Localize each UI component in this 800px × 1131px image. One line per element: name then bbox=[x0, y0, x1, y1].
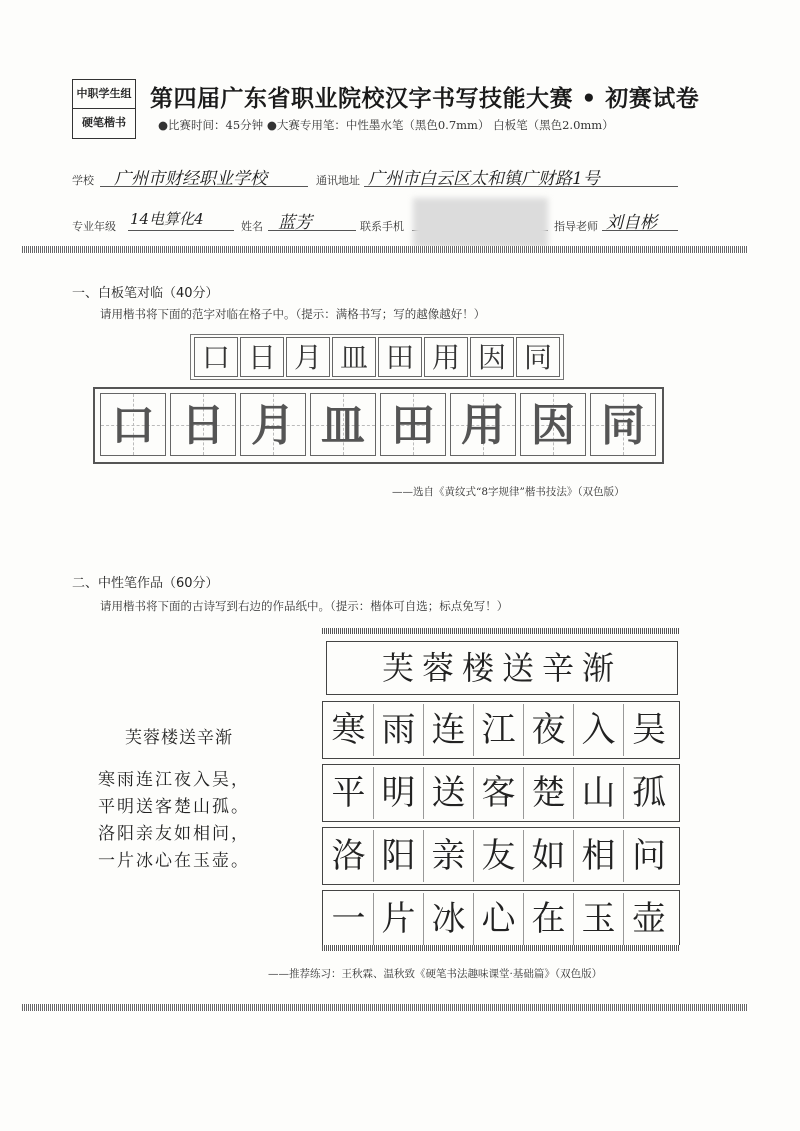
grade-label: 专业年级 bbox=[72, 220, 116, 233]
work-cell[interactable]: 友 bbox=[474, 830, 524, 882]
practice-cell[interactable]: 日 bbox=[240, 337, 284, 377]
practice-cell[interactable]: 皿 bbox=[332, 337, 376, 377]
name-value: 蓝芳 bbox=[278, 213, 312, 233]
bottom-divider bbox=[22, 1004, 748, 1011]
badge-bottom: 硬笔楷书 bbox=[82, 116, 126, 129]
work-cell[interactable]: 玉 bbox=[574, 893, 624, 945]
practice-cell[interactable]: 田 bbox=[378, 337, 422, 377]
work-cell[interactable]: 连 bbox=[424, 704, 474, 756]
practice-grid bbox=[190, 334, 564, 380]
poem-line: 寒雨连江夜入吴， bbox=[98, 770, 250, 790]
badge-top: 中职学生组 bbox=[73, 80, 135, 109]
practice-cell[interactable]: 因 bbox=[470, 337, 514, 377]
work-row bbox=[322, 764, 680, 822]
poem-line: 平明送客楚山孤。 bbox=[98, 797, 250, 817]
work-row bbox=[322, 827, 680, 885]
work-cell[interactable]: 壶 bbox=[632, 899, 666, 939]
work-cell[interactable]: 孤 bbox=[632, 773, 666, 813]
work-cell[interactable]: 明 bbox=[374, 767, 424, 819]
school-label: 学校 bbox=[72, 174, 94, 187]
address-label: 通讯地址 bbox=[316, 174, 360, 187]
work-cell[interactable]: 入 bbox=[574, 704, 624, 756]
practice-cell[interactable]: 口 bbox=[194, 337, 238, 377]
category-badge bbox=[72, 79, 136, 139]
phone-label: 联系手机 bbox=[360, 220, 404, 233]
model-cell: 田 bbox=[380, 393, 446, 456]
model-cell: 皿 bbox=[310, 393, 376, 456]
work-cell[interactable]: 相 bbox=[574, 830, 624, 882]
work-cell[interactable]: 冰 bbox=[424, 893, 474, 945]
school-value: 广州市财经职业学校 bbox=[114, 169, 267, 189]
page-title: 第四届广东省职业院校汉字书写技能大赛 • 初赛试卷 bbox=[150, 86, 700, 112]
work-paper-top-border bbox=[322, 628, 680, 634]
work-cell[interactable]: 片 bbox=[374, 893, 424, 945]
work-cell[interactable]: 雨 bbox=[374, 704, 424, 756]
work-cell[interactable]: 洛 bbox=[324, 830, 374, 882]
practice-cell[interactable]: 同 bbox=[516, 337, 560, 377]
poem-title: 芙蓉楼送辛渐 bbox=[125, 728, 233, 748]
work-cell[interactable]: 问 bbox=[632, 836, 666, 876]
grade-value: 14电算化4 bbox=[130, 210, 204, 228]
practice-cell[interactable]: 用 bbox=[424, 337, 468, 377]
school-field[interactable] bbox=[100, 164, 308, 187]
name-field[interactable] bbox=[268, 208, 356, 231]
work-cell[interactable]: 一 bbox=[324, 893, 374, 945]
work-cell[interactable]: 如 bbox=[524, 830, 574, 882]
address-value: 广州市白云区太和镇广财路1号 bbox=[368, 169, 600, 189]
work-cell[interactable]: 客 bbox=[474, 767, 524, 819]
poem-line: 一片冰心在玉壶。 bbox=[98, 851, 250, 871]
section1-heading: 一、白板笔对临（40分） bbox=[72, 286, 219, 301]
practice-cell[interactable]: 月 bbox=[286, 337, 330, 377]
model-cell: 用 bbox=[450, 393, 516, 456]
work-cell[interactable]: 寒 bbox=[324, 704, 374, 756]
page-subtitle: ●比赛时间：45分钟 ●大赛专用笔：中性墨水笔（黑色0.7mm） 白板笔（黑色2.0mm） bbox=[158, 118, 614, 132]
divider bbox=[22, 246, 748, 253]
work-cell[interactable]: 亲 bbox=[424, 830, 474, 882]
section2-instruction: 请用楷书将下面的古诗写到右边的作品纸中。（提示：楷体可自选；标点免写！） bbox=[100, 599, 509, 613]
section1-credit: ——选自《黄纹式“8字规律”楷书技法》（双色版） bbox=[392, 486, 625, 498]
address-field[interactable] bbox=[364, 164, 678, 187]
name-label: 姓名 bbox=[241, 220, 263, 233]
section1-instruction: 请用楷书将下面的范字对临在格子中。（提示：满格书写；写的越像越好！） bbox=[100, 307, 486, 321]
work-row bbox=[322, 701, 680, 759]
work-cell[interactable]: 送 bbox=[424, 767, 474, 819]
model-cell: 同 bbox=[590, 393, 656, 456]
teacher-value: 刘自彬 bbox=[606, 213, 657, 233]
redacted-phone bbox=[413, 198, 548, 248]
teacher-field[interactable] bbox=[602, 208, 678, 231]
work-cell[interactable]: 楚 bbox=[524, 767, 574, 819]
model-grid bbox=[93, 387, 664, 464]
model-cell: 日 bbox=[170, 393, 236, 456]
model-cell: 口 bbox=[100, 393, 166, 456]
model-cell: 月 bbox=[240, 393, 306, 456]
poem-line: 洛阳亲友如相问， bbox=[98, 824, 250, 844]
section2-credit: ——推荐练习：王秋霖、温秋致《硬笔书法趣味课堂·基础篇》（双色版） bbox=[268, 968, 603, 980]
grade-field[interactable] bbox=[128, 208, 234, 231]
work-cell[interactable]: 山 bbox=[574, 767, 624, 819]
work-cell[interactable]: 心 bbox=[474, 893, 524, 945]
model-cell: 因 bbox=[520, 393, 586, 456]
teacher-label: 指导老师 bbox=[554, 220, 598, 233]
section2-heading: 二、中性笔作品（60分） bbox=[72, 576, 219, 591]
work-cell[interactable]: 平 bbox=[324, 767, 374, 819]
work-cell[interactable]: 江 bbox=[474, 704, 524, 756]
work-paper-bottom-border bbox=[322, 945, 680, 951]
work-cell[interactable]: 夜 bbox=[524, 704, 574, 756]
work-title-box[interactable]: 芙蓉楼送辛渐 bbox=[326, 641, 678, 695]
work-cell[interactable]: 阳 bbox=[374, 830, 424, 882]
work-cell[interactable]: 吴 bbox=[632, 710, 666, 750]
work-cell[interactable]: 在 bbox=[524, 893, 574, 945]
work-row bbox=[322, 890, 680, 948]
